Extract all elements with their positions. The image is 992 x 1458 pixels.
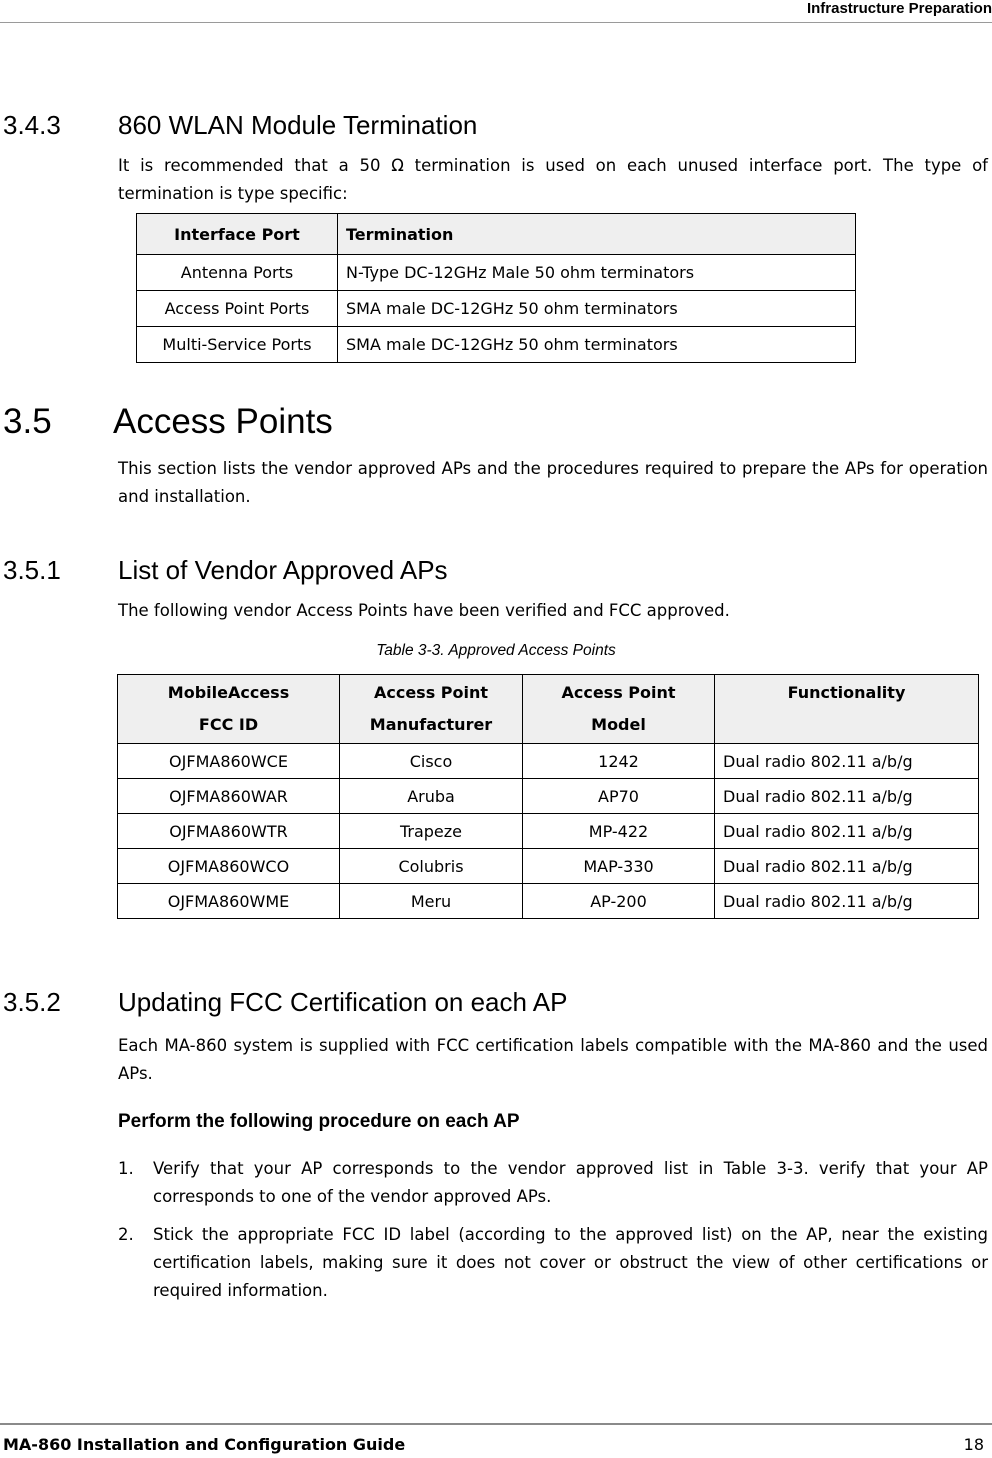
termination-table [136, 213, 856, 363]
table-cell: MAP-330 [523, 849, 715, 884]
page-footer [0, 1423, 992, 1458]
table-cell: N-Type DC-12GHz Male 50 ohm terminators [338, 255, 856, 291]
section-heading-3-5-1 [3, 555, 448, 585]
table-cell: Dual radio 802.11 a/b/g [715, 884, 979, 919]
table-row [118, 779, 979, 814]
column-header [118, 675, 340, 744]
procedure-title: Perform the following procedure on each AP [118, 1111, 520, 1132]
table-row [137, 327, 856, 363]
section-title: 860 WLAN Module Termination [118, 110, 478, 140]
table-row [118, 814, 979, 849]
table-cell: SMA male DC-12GHz 50 ohm terminators [338, 327, 856, 363]
table-row [118, 744, 979, 779]
step-number: 1. [118, 1159, 134, 1178]
header-line: Functionality [787, 683, 906, 702]
table-cell: Antenna Ports [137, 255, 338, 291]
step-text: Stick the appropriate FCC ID label (according to the approved list) on the AP, near the existing certification labels, making sure it does not cover or obstruct the view of other certifications or required information. [153, 1225, 988, 1300]
page-number: 18 [963, 1435, 984, 1454]
table-cell: Trapeze [340, 814, 523, 849]
section-number: 3.5.1 [3, 555, 61, 585]
header-line: Model [591, 715, 646, 734]
table-cell: OJFMA860WCO [118, 849, 340, 884]
header-line: Manufacturer [369, 715, 493, 734]
paragraph-vendor-intro: The following vendor Access Points have been verified and FCC approved. [118, 601, 730, 620]
table-cell: OJFMA860WME [118, 884, 340, 919]
table-cell: Dual radio 802.11 a/b/g [715, 744, 979, 779]
list-item [118, 1155, 988, 1211]
list-item [118, 1221, 988, 1305]
step-number: 2. [118, 1225, 134, 1244]
column-header: Termination [338, 214, 856, 255]
table-cell: OJFMA860WTR [118, 814, 340, 849]
table-cell: OJFMA860WCE [118, 744, 340, 779]
table-cell: Cisco [340, 744, 523, 779]
section-number: 3.5.2 [3, 987, 61, 1017]
column-header [715, 675, 979, 744]
table-cell: SMA male DC-12GHz 50 ohm terminators [338, 291, 856, 327]
page-header [0, 0, 992, 23]
table-cell: Aruba [340, 779, 523, 814]
table-cell: 1242 [523, 744, 715, 779]
table-row [118, 884, 979, 919]
section-title: Updating FCC Certification on each AP [118, 987, 568, 1017]
table-caption: Table 3-3. Approved Access Points [376, 642, 616, 659]
section-heading-3-5 [3, 402, 333, 442]
section-heading-3-4-3 [3, 110, 477, 140]
table-row [118, 849, 979, 884]
section-heading-3-5-2 [3, 987, 567, 1017]
table-cell: Colubris [340, 849, 523, 884]
header-line: Access Point [373, 683, 489, 702]
table-cell: Dual radio 802.11 a/b/g [715, 849, 979, 884]
paragraph-fcc-intro: Each MA-860 system is supplied with FCC certification labels compatible with the MA-860 and the used APs. [118, 1036, 988, 1083]
paragraph-termination-intro: It is recommended that a 50 Ω termination is used on each unused interface port. The type of termination is type specific: [118, 156, 988, 203]
table-cell: AP70 [523, 779, 715, 814]
section-title: List of Vendor Approved APs [118, 555, 448, 585]
table-row [137, 255, 856, 291]
section-number: 3.4.3 [3, 110, 61, 140]
table-cell: Access Point Ports [137, 291, 338, 327]
step-text: Verify that your AP corresponds to the vendor approved list in Table 3-3. verify that your AP corresponds to one of the vendor approved APs. [153, 1159, 988, 1206]
approved-access-points-table [117, 674, 979, 919]
table-cell: Dual radio 802.11 a/b/g [715, 779, 979, 814]
header-line: Access Point [561, 683, 676, 702]
table-cell: Multi-Service Ports [137, 327, 338, 363]
table-row [137, 291, 856, 327]
column-header: Interface Port [137, 214, 338, 255]
header-title: Infrastructure Preparation [806, 0, 992, 17]
header-line: MobileAccess [167, 683, 290, 702]
table-cell: OJFMA860WAR [118, 779, 340, 814]
paragraph-access-points-intro: This section lists the vendor approved APs and the procedures required to prepare the APs for operation and installation. [118, 459, 988, 506]
section-title: Access Points [113, 402, 333, 441]
table-cell: Meru [340, 884, 523, 919]
table-cell: AP-200 [523, 884, 715, 919]
table-cell: Dual radio 802.11 a/b/g [715, 814, 979, 849]
header-line: FCC ID [198, 715, 259, 734]
table-header-row [137, 214, 856, 255]
column-header [523, 675, 715, 744]
column-header [340, 675, 523, 744]
section-number: 3.5 [3, 402, 52, 441]
footer-guide-title: MA-860 Installation and Configuration Guide [3, 1435, 406, 1454]
table-cell: MP-422 [523, 814, 715, 849]
table-header-row [118, 675, 979, 744]
